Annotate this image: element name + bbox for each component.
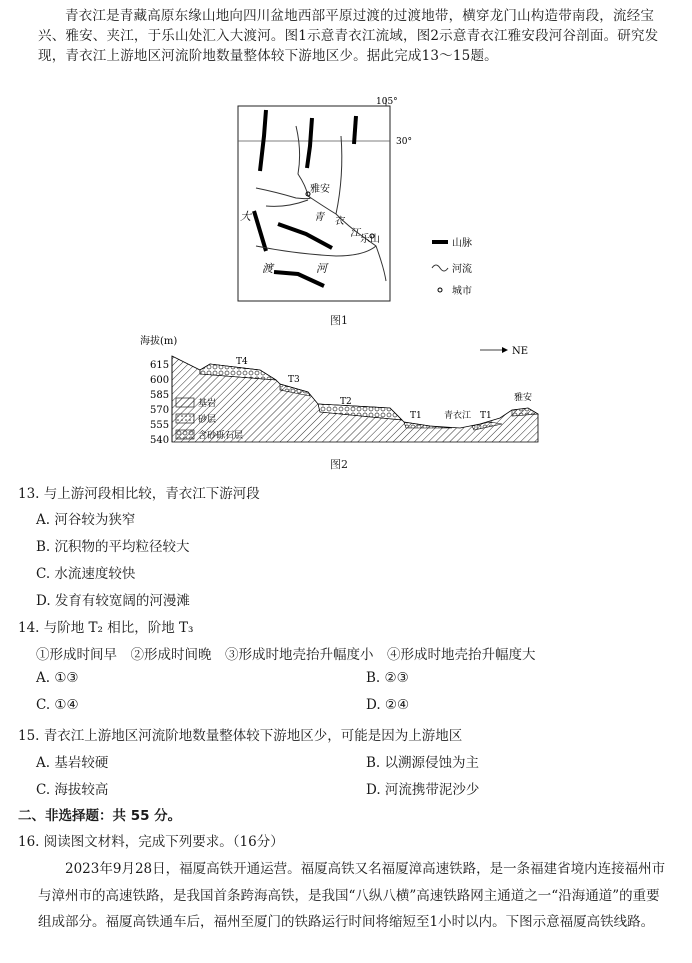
terrace-label-t1: T1	[410, 411, 422, 421]
mountain-ridge	[354, 116, 356, 144]
river-label-qing: 青	[314, 212, 324, 223]
question-16-stem: 16. 阅读图文材料，完成下列要求。（16分）	[18, 834, 284, 850]
legend-bedrock-label: 基岩	[198, 399, 217, 409]
y-tick: 600	[150, 375, 170, 386]
mountain-ridge	[260, 110, 266, 171]
river-label-du: 渡	[262, 262, 273, 275]
figure-2-caption: 图2	[330, 458, 348, 471]
dadu-river	[256, 246, 376, 256]
y-tick: 570	[150, 405, 170, 416]
question-14-stem: 14. 与阶地 T₂ 相比，阶地 T₃	[18, 620, 194, 636]
legend-mountain-label: 山脉	[452, 238, 472, 249]
yaan-profile-label: 雅安	[514, 393, 533, 403]
tributary	[336, 136, 342, 214]
q14-option-d[interactable]: D. ②④	[366, 697, 410, 713]
q14-items: ①形成时间早 ②形成时间晚 ③形成时地壳抬升幅度小 ④形成时地壳抬升幅度大	[36, 647, 536, 663]
figure-1-caption: 图1	[330, 314, 348, 327]
q15-option-b[interactable]: B. 以溯源侵蚀为主	[366, 755, 480, 771]
legend-city-icon	[438, 288, 442, 292]
q13-option-d[interactable]: D. 发育有较宽阔的河漫滩	[36, 593, 190, 609]
figure-1-map	[236, 96, 496, 306]
question-15-stem: 15. 青衣江上游地区河流阶地数量整体较下游地区少，可能是因为上游地区	[18, 728, 463, 744]
river-label-yi: 衣	[334, 216, 344, 227]
q15-option-c[interactable]: C. 海拔较高	[36, 782, 109, 798]
q15-option-a[interactable]: A. 基岩较硬	[36, 755, 109, 771]
q15-option-d[interactable]: D. 河流携带泥沙少	[366, 782, 480, 798]
river-label-da: 大	[240, 210, 251, 223]
section-2-heading: 二、非选择题：共 55 分。	[18, 808, 182, 824]
q14-option-c[interactable]: C. ①④	[36, 697, 79, 713]
legend-sand-icon	[176, 414, 194, 423]
tributary	[266, 200, 308, 206]
legend-river-icon	[432, 265, 448, 271]
leshan-label: 乐山	[360, 234, 380, 245]
terrace-label-t3: T3	[288, 375, 300, 385]
legend-river-label: 河流	[452, 264, 472, 275]
mountain-ridge	[278, 224, 332, 248]
tributary	[256, 188, 310, 199]
lat-label: 30°	[396, 137, 412, 147]
y-tick: 540	[150, 435, 170, 446]
intro-paragraph: 青衣江是青藏高原东缘山地向四川盆地西部平原过渡的过渡地带，横穿龙门山构造带南段，流经宝兴、雅安、夹江，于乐山处汇入大渡河。图1示意青衣江流域，图2示意青衣江雅安段河谷剖面。研究发现，青衣江上游地区河流阶地数量整体较下游地区少。据此完成13～15题。	[38, 8, 659, 64]
legend-city-label: 城市	[452, 286, 472, 297]
terrace-label-t1-right: T1	[480, 411, 492, 421]
direction-label: NE	[512, 346, 529, 357]
q14-option-b[interactable]: B. ②③	[366, 670, 409, 686]
q14-option-a[interactable]: A. ①③	[36, 670, 79, 686]
figure-2-profile	[140, 334, 550, 450]
y-tick: 555	[150, 420, 170, 431]
legend-gravel-label: 含砂砾石层	[198, 431, 244, 441]
terrace-t1-deposit-left	[404, 422, 452, 428]
river-label-jiang: 江	[350, 228, 360, 239]
profile-svg	[140, 334, 550, 450]
y-tick: 615	[150, 360, 170, 371]
q13-option-c[interactable]: C. 水流速度较快	[36, 566, 136, 582]
q13-option-b[interactable]: B. 沉积物的平均粒径较大	[36, 539, 190, 555]
legend-gravel-icon	[176, 430, 194, 439]
question-13-stem: 13. 与上游河段相比较，青衣江下游河段	[18, 486, 260, 502]
y-axis-title: 海拔(m)	[140, 336, 178, 347]
terrace-label-t4: T4	[236, 357, 248, 367]
yaan-label: 雅安	[310, 184, 330, 195]
q13-option-a[interactable]: A. 河谷较为狭窄	[36, 512, 136, 528]
question-16-body: 2023年9月28日，福厦高铁开通运营。福厦高铁又名福厦漳高速铁路，是一条福建省境内连接福州市与漳州市的高速铁路，是我国首条跨海高铁，是我国“八纵八横”高速铁路网主通道之一“沿海通道”的重要组成部分。福厦高铁通车后，福州至厦门的铁路运行时间将缩短至1小时以内。下图示意福厦高铁线路。	[38, 861, 666, 930]
lon-label: 105°	[376, 97, 398, 107]
map-svg	[236, 96, 496, 306]
qingyi-river-label: 青衣江	[444, 411, 472, 421]
legend-bedrock-icon	[176, 398, 194, 407]
y-tick: 585	[150, 390, 170, 401]
river-label-he: 河	[316, 262, 327, 275]
mountain-ridge	[307, 118, 312, 168]
legend-sand-label: 砂层	[198, 415, 217, 425]
terrace-label-t2: T2	[340, 397, 352, 407]
mountain-ridge	[254, 211, 266, 251]
